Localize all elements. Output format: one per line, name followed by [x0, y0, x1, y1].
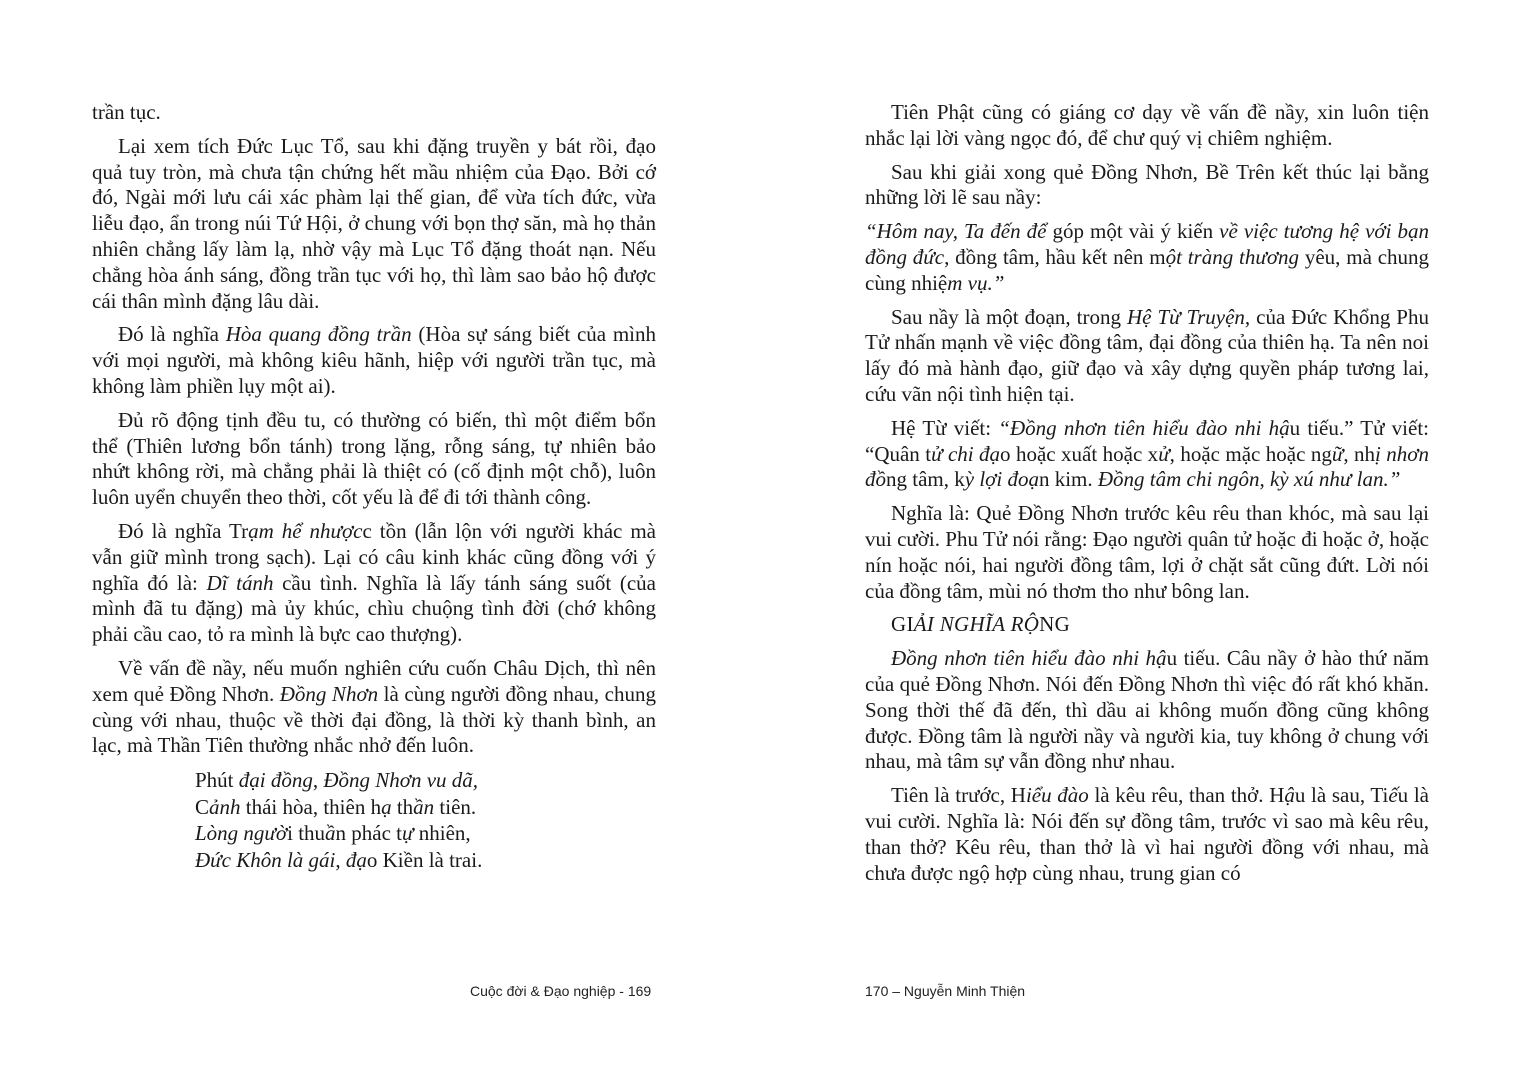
italic-term: Hòa quang đồng trần	[225, 322, 412, 347]
text: ng tâm, k	[886, 467, 965, 492]
paragraph	[92, 656, 656, 759]
text: thái hòa, thiên h	[240, 794, 382, 819]
text: ,	[312, 768, 324, 793]
paragraph	[865, 416, 1429, 493]
page-footer-left: Cuộc đời & Đạo nghiệp - 169	[470, 983, 652, 999]
text: cầu tình. Nghĩa là lấy tánh sáng suốt (của mình đã tu đặng) mà ủy khúc, chìu chuộng tình đời (chớ không phải cầu cao, tỏ ra mình là bực cao thượng).	[92, 570, 656, 647]
italic-term: Dĩ tánh	[206, 570, 274, 595]
page-footer-right: 170 – Nguyễn Minh Thiện	[865, 983, 1026, 999]
text: ,	[335, 847, 346, 872]
poem-line	[195, 820, 656, 847]
text: yêu, mà chung cùng nhiệ	[865, 244, 1430, 295]
text: Đủ rõ động tịnh đều tu, có thường có biến, thì một điểm bổn thể (Thiên lương bổn tánh) trong lặng, rỗng sáng, tự nhiên bảo nhứt không rời, mà chẳng phải là thiệt có (cố định một chỗ), luôn luôn uyển chuyển theo thời, cốt yếu là để đi tới thành công.	[92, 407, 656, 510]
right-page-body	[865, 100, 1429, 894]
italic-quote: ỳ lợi đoạ	[964, 467, 1039, 492]
section-heading	[865, 612, 1429, 638]
text: NG	[1039, 612, 1071, 637]
italic-term: ạm hể nhược	[248, 518, 363, 543]
italic-quote: “Hôm nay, Ta đến để	[865, 219, 1047, 244]
italic-term: Đồng Nhơn vu dã,	[323, 768, 479, 793]
text: góp một vài ý kiến	[1046, 219, 1220, 244]
text: , của Đức Khổng Phu Tử nhấn mạnh về việc đồng tâm, đại đồng của thiên hạ. Ta nên noi lấy đó mà hành đạo, giữ đạo và xây dựng quyền pháp tương lai, cứu vãn nội tình hiện tại.	[865, 304, 1429, 406]
paragraph	[865, 100, 1429, 152]
text: Về vấn đề nầy, nếu muốn nghiên cứu cuốn Châu Dịch, thì nên xem quẻ Đồng Nhơn.	[92, 655, 656, 706]
text: Hệ Từ viết:	[891, 415, 999, 440]
paragraph	[865, 501, 1429, 604]
text: Đó là nghĩa Tr	[118, 518, 249, 543]
italic-term: Đồng nhơn tiên hiểu đào nhi hậ	[891, 646, 1167, 671]
text: Phút	[195, 768, 239, 793]
text: là cùng người đồng nhau, chung cùng với nhau, thuộc về thời đại đồng, là thời kỳ thanh bình, an lạc, mà Thần Tiên thường nhắc nhở đến luôn.	[92, 681, 656, 758]
text: i thu	[287, 821, 326, 846]
text: u tiếu.” Tử viết: “Quân t	[865, 415, 1430, 466]
text: GI	[891, 612, 914, 637]
italic-term: ờ	[275, 821, 288, 846]
poem	[195, 767, 656, 873]
italic-quote: ử chi đạ	[931, 441, 1001, 466]
poem-line	[195, 847, 656, 874]
text: là kêu rêu, than thở. H	[1088, 783, 1285, 808]
text: Tiên là trước, H	[891, 783, 1026, 808]
italic-quote: ữ	[1331, 441, 1344, 466]
italic-quote: ử	[1158, 441, 1170, 466]
paragraph	[92, 134, 656, 315]
paragraph	[865, 646, 1429, 775]
italic-term: đại đồng	[238, 768, 313, 793]
text: Lại xem tích Đức Lục Tổ, sau khi đặng truyền y bát rồi, đạo quả tuy tròn, mà chưa tận chứng hết mầu nhiệm của Đạo. Bởi cớ đó, Ngài mới lưu cái xác phàm lại thế gian, để vừa tích đức, vừa liễu đạo, ẩn trong núi Tứ Hội, ở chung với bọn thợ săn, mà họ thản nhiên chẳng lấy làm lạ, nhờ vậy mà Lục Tổ đặng thoát nạn. Nếu chẳng hòa ánh sáng, đồng trần tục với họ, thì làm sao bảo hộ được cái thân mình đặng lâu dài.	[92, 133, 656, 313]
text: o hoặc xuất hoặc x	[1000, 441, 1159, 466]
text: nhiên,	[413, 821, 471, 846]
italic-term: ầ	[325, 821, 336, 846]
paragraph	[92, 100, 656, 126]
italic-term: Đồng Nhơn	[279, 681, 379, 706]
italic-term: ần	[413, 794, 435, 819]
text: Đó là nghĩa	[118, 322, 226, 347]
italic-quote: về việc tương hệ	[1219, 219, 1360, 244]
italic-quote: ị nhơn đồ	[865, 441, 1429, 492]
italic-quote: m vụ.”	[947, 270, 1005, 295]
italic-quote: với bạn đồng đức	[865, 219, 1429, 269]
paragraph	[865, 160, 1429, 212]
text: u là vui cười. Nghĩa là: Nói đến sự đồng tâm, trước vì sao mà kêu rêu, than thở? Kêu rêu, than thở là vì hai người đồng với nhau, mà chưa được ngộ hợp cùng nhau, trung gian có	[865, 783, 1429, 885]
italic-term: Hệ Từ Truyện	[1126, 304, 1245, 329]
text: u là sau, Ti	[1294, 783, 1389, 808]
italic-term: iểu đào	[1025, 783, 1089, 808]
text: (Hòa sự sáng biết của mình với mọi người, mà không kiêu hãnh, hiệp với người trần tục, mà không làm phiền lụy một ai).	[92, 322, 656, 398]
paragraph	[92, 322, 656, 399]
text: Sau khi giải xong quẻ Đồng Nhơn, Bề Trên kết thúc lại bằng những lời lẽ sau nầy:	[865, 159, 1429, 210]
text: tiên.	[434, 794, 477, 819]
text: trần tục.	[92, 100, 161, 124]
italic-term: ảnh	[209, 794, 241, 819]
italic-quote: Đồng tâm chi ngôn, kỳ xú như lan.”	[1097, 467, 1401, 492]
quote-paragraph	[865, 219, 1429, 296]
paragraph	[92, 408, 656, 511]
text: n phác t	[335, 821, 403, 846]
text: o Kiền là trai.	[366, 847, 483, 872]
italic-term: ế	[1388, 783, 1398, 808]
italic-term: ậ	[1284, 783, 1295, 808]
italic-term: ạ	[381, 794, 392, 819]
text: C	[195, 794, 210, 819]
text: , nh	[1343, 441, 1376, 466]
poem-line	[195, 767, 656, 794]
poem-line	[195, 794, 656, 821]
paragraph	[92, 519, 656, 648]
italic-term: ự	[402, 821, 414, 846]
italic-term: ẢI NGHĨA RỘ	[913, 612, 1040, 637]
left-page-body	[92, 100, 656, 873]
text: u tiếu. Câu nầy ở hào thứ năm của quẻ Đồng Nhơn. Nói đến Đồng Nhơn thì việc đó rất khó khăn. Song thời thế đã đến, thì dầu ai không muốn đồng cũng không được. Đồng tâm là người nầy và người kia, tuy không ở chung với nhau, mà tâm sự vẫn đồng như nhau.	[865, 646, 1429, 774]
text: , hoặc mặc hoặc ng	[1169, 441, 1332, 466]
italic-term: Lòng ngư	[195, 821, 276, 846]
paragraph	[865, 783, 1429, 886]
paragraph	[865, 305, 1429, 408]
text: Sau nầy là một đoạn, trong	[891, 304, 1127, 329]
italic-term: Đức Khôn là gái	[195, 847, 336, 872]
text: Nghĩa là: Quẻ Đồng Nhơn trước kêu rêu than khóc, mà sau lại vui cười. Phu Tử nói rằng: Đạo người quân tử hoặc đi hoặc ở, hoặc nín hoặc nói, hai người đồng tâm, lợi ở chặt sắt cũng đứt. Lời nói của đồng tâm, mùi nó thơm tho như bông lan.	[865, 501, 1429, 603]
text: , đồng tâm, hầu kết nên m	[944, 244, 1166, 269]
text: c tồn (lẫn lộn với người khác mà vẫn giữ mình trong sạch). Lại có câu kinh khác cũng đồng với ý nghĩa đó là:	[92, 518, 657, 595]
italic-quote: “Đồng nhơn tiên hiểu đào nhi hậ	[998, 415, 1290, 440]
text: Tiên Phật cũng có giáng cơ dạy về vấn đề nầy, xin luôn tiện nhắc lại lời vàng ngọc đó, để chư quý vị chiêm nghiệm.	[865, 100, 1429, 150]
text: n kim.	[1038, 467, 1098, 492]
italic-term: đạ	[345, 847, 367, 872]
italic-quote: ột tràng thương	[1165, 244, 1300, 269]
text: th	[391, 794, 414, 819]
